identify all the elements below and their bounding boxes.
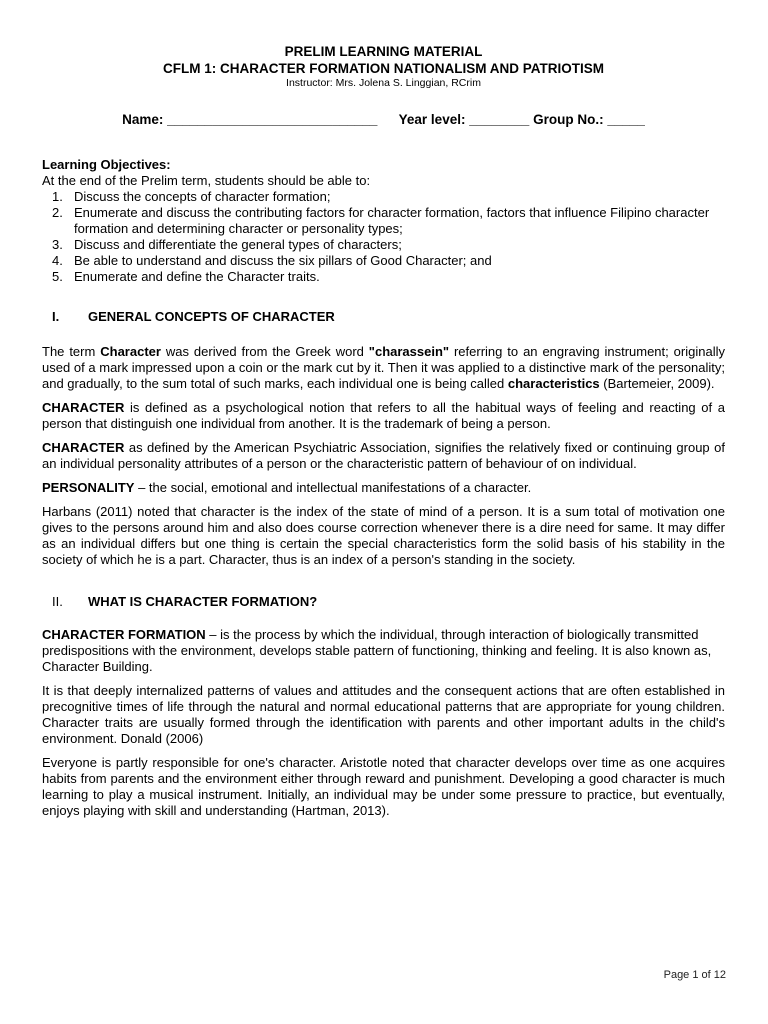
group-label: Group No.: [533, 112, 604, 127]
personality-paragraph: PERSONALITY – the social, emotional and intellectual manifestations of a character. [42, 480, 532, 495]
character-apa-paragraph: CHARACTER as defined by the American Psychiatric Association, signifies the relatively fixed or continuing group of an individual personality attributes of a person or the characteristic pattern of behaviour of on individual. [42, 440, 725, 471]
year-level-blank: ________ [469, 112, 530, 127]
course-title: CFLM 1: CHARACTER FORMATION NATIONALISM AND PATRIOTISM [163, 61, 604, 76]
list-item: 5. Enumerate and define the Character traits. [52, 269, 320, 284]
name-blank: ____________________________ [167, 112, 378, 127]
character-formation-paragraph: CHARACTER FORMATION – is the process by which the individual, through interaction of biologically transmitted predispositions with the environment, develops stable pattern of functioning, thinking and feeling. It is also known as, Character Building. [42, 627, 712, 674]
objectives-list [42, 189, 725, 285]
objectives-intro: At the end of the Prelim term, students should be able to: [42, 173, 371, 188]
objectives-heading: Learning Objectives: [42, 157, 171, 172]
internalized-patterns-paragraph: It is that deeply internalized patterns of values and attitudes and the consequent actions that are often established in precognitive times of life through the natural and normal educational patterns that are appropriate for young children. Character traits are usually formed through the identification with parents and other important adults in the child's environment. Donald (2006) [42, 683, 725, 746]
group-blank: _____ [607, 112, 645, 127]
section-2-numeral: II. [52, 594, 63, 609]
harbans-paragraph: Harbans (2011) noted that character is the index of the state of mind of a person. It is a sum total of motivation one gives to the persons around him and also does course correction whenever there is a dire need for same. It may differ as an individual differs but one thing is certain the special characteristics form the solid basis of his stability in the society of which he is a part. Character, thus is an index of a person's standing in the society. [42, 504, 725, 567]
student-info-line [42, 112, 725, 128]
page-number: Page 1 of 12 [663, 969, 726, 981]
list-item: 3. Discuss and differentiate the general types of characters; [52, 237, 402, 252]
aristotle-paragraph: Everyone is partly responsible for one's character. Aristotle noted that character develops over time as one acquires habits from parents and the environment either through reward and punishment. Developing a good character is much learning to play a musical instrument. Initially, an individual may be under some pressure to practice, but eventually, enjoys playing with skill and understanding (Hartman, 2013). [42, 755, 725, 818]
material-title: PRELIM LEARNING MATERIAL [284, 44, 483, 59]
list-item: 4. Be able to understand and discuss the six pillars of Good Character; and [52, 253, 492, 268]
section-1-title: GENERAL CONCEPTS OF CHARACTER [88, 309, 335, 324]
character-etymology-paragraph: The term Character was derived from the Greek word "charassein" referring to an engraving instrument; originally used of a mark impressed upon a coin or the mark cut by it. Then it was applied to a distinctive mark of the personality; and gradually, to the sum total of such marks, each individual one is being called characteristics (Bartemeier, 2009). [42, 344, 725, 391]
year-level-label: Year level: [398, 112, 466, 127]
section-1-heading [42, 309, 725, 325]
section-2-title: WHAT IS CHARACTER FORMATION? [88, 594, 318, 609]
page-content [42, 43, 725, 827]
document-header [42, 43, 725, 90]
section-2-heading [42, 594, 725, 610]
list-item: 1. Discuss the concepts of character formation; [52, 189, 331, 204]
name-label: Name: [122, 112, 164, 127]
list-item: 2. Enumerate and discuss the contributing factors for character formation, factors that influence Filipino character formation and determining character or personality types; [52, 205, 710, 236]
instructor-line: Instructor: Mrs. Jolena S. Linggian, RCrim [286, 77, 481, 89]
section-1-numeral: I. [52, 309, 60, 324]
character-definition-paragraph: CHARACTER is defined as a psychological notion that refers to all the habitual ways of feeling and reacting of a person that distinguish one individual from another. It is the trademark of being a person. [42, 400, 725, 431]
